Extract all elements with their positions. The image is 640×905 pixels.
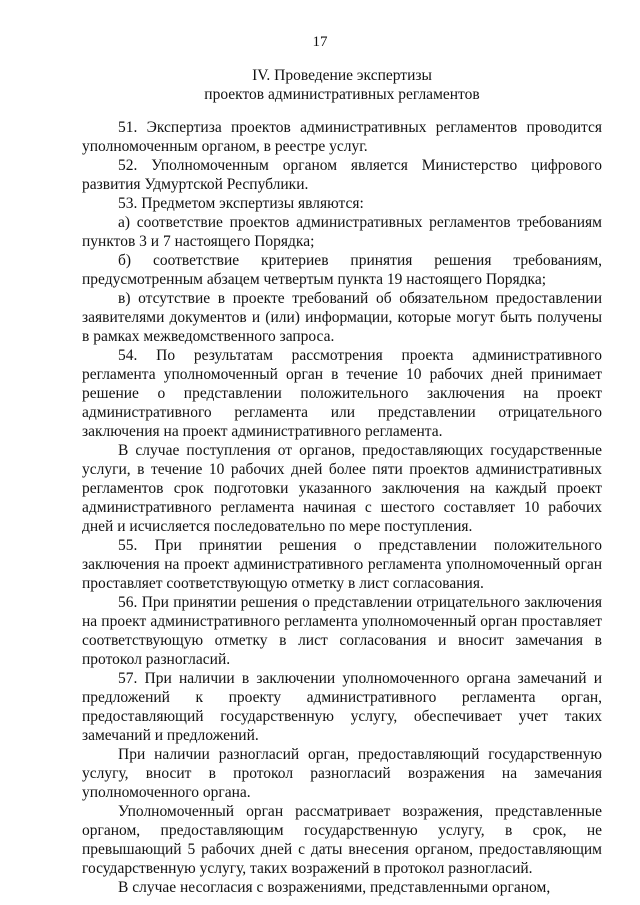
paragraph-57: 57. При наличии в заключении уполномоченного органа замечаний и предложений к проекту административного регламента орган, предоставляющий государственную услугу, обеспечивает учет таких замечаний и предложений. — [82, 670, 602, 744]
paragraph-53-a: а) соответствие проектов административных регламентов требованиям пунктов 3 и 7 настоящего Порядка; — [82, 214, 602, 250]
paragraph-54-continuation: В случае поступления от органов, предоставляющих государственные услуги, в течение 10 рабочих дней более пяти проектов административных регламентов срок подготовки указанного заключения на каждый проект административного регламента начиная с шестого составляет 10 рабочих дней и исчисляется последовательно по мере поступления. — [82, 442, 602, 535]
paragraph-52: 52. Уполномоченным органом является Министерство цифрового развития Удмуртской Республики. — [82, 157, 602, 193]
paragraph-55: 55. При принятии решения о представлении положительного заключения на проект административного регламента уполномоченный орган проставляет соответствующую отметку в лист согласования. — [82, 537, 602, 592]
paragraph-57-disagreements: При наличии разногласий орган, предоставляющий государственную услугу, вносит в протокол разногласий возражения на замечания уполномоченного органа. — [82, 746, 602, 801]
paragraph-53-b: б) соответствие критериев принятия решения требованиям, предусмотренным абзацем четвертым пункта 19 настоящего Порядка; — [82, 252, 602, 288]
section-heading — [82, 66, 602, 104]
document-body — [82, 118, 602, 897]
paragraph-57-review: Уполномоченный орган рассматривает возражения, представленные органом, предоставляющим государственную услугу, в срок, не превышающий 5 рабочих дней с даты внесения органом, предоставляющим государственную услугу, таких возражений в протокол разногласий. — [82, 803, 602, 877]
section-heading-line-2: проектов административных регламентов — [204, 86, 480, 103]
page-number: 17 — [312, 34, 328, 50]
paragraph-57-nonagreement: В случае несогласия с возражениями, представленными органом, — [118, 879, 551, 896]
paragraph-53: 53. Предметом экспертизы являются: — [118, 195, 364, 212]
paragraph-53-v: в) отсутствие в проекте требований об обязательном предоставлении заявителями документов и (или) информации, которые могут быть получены в рамках межведомственного запроса. — [82, 290, 602, 345]
paragraph-56: 56. При принятии решения о представлении отрицательного заключения на проект административного регламента уполномоченный орган проставляет соответствующую отметку в лист согласования и вносит замечания в протокол разногласий. — [82, 594, 602, 668]
paragraph-51: 51. Экспертиза проектов административных регламентов проводится уполномоченным органом, в реестре услуг. — [82, 119, 602, 155]
section-heading-line-1: IV. Проведение экспертизы — [252, 67, 432, 84]
paragraph-54: 54. По результатам рассмотрения проекта административного регламента уполномоченный орган в течение 10 рабочих дней принимает решение о представлении положительного заключения на проект административного регламента или представлении отрицательного заключения на проект административного регламента. — [82, 347, 602, 440]
